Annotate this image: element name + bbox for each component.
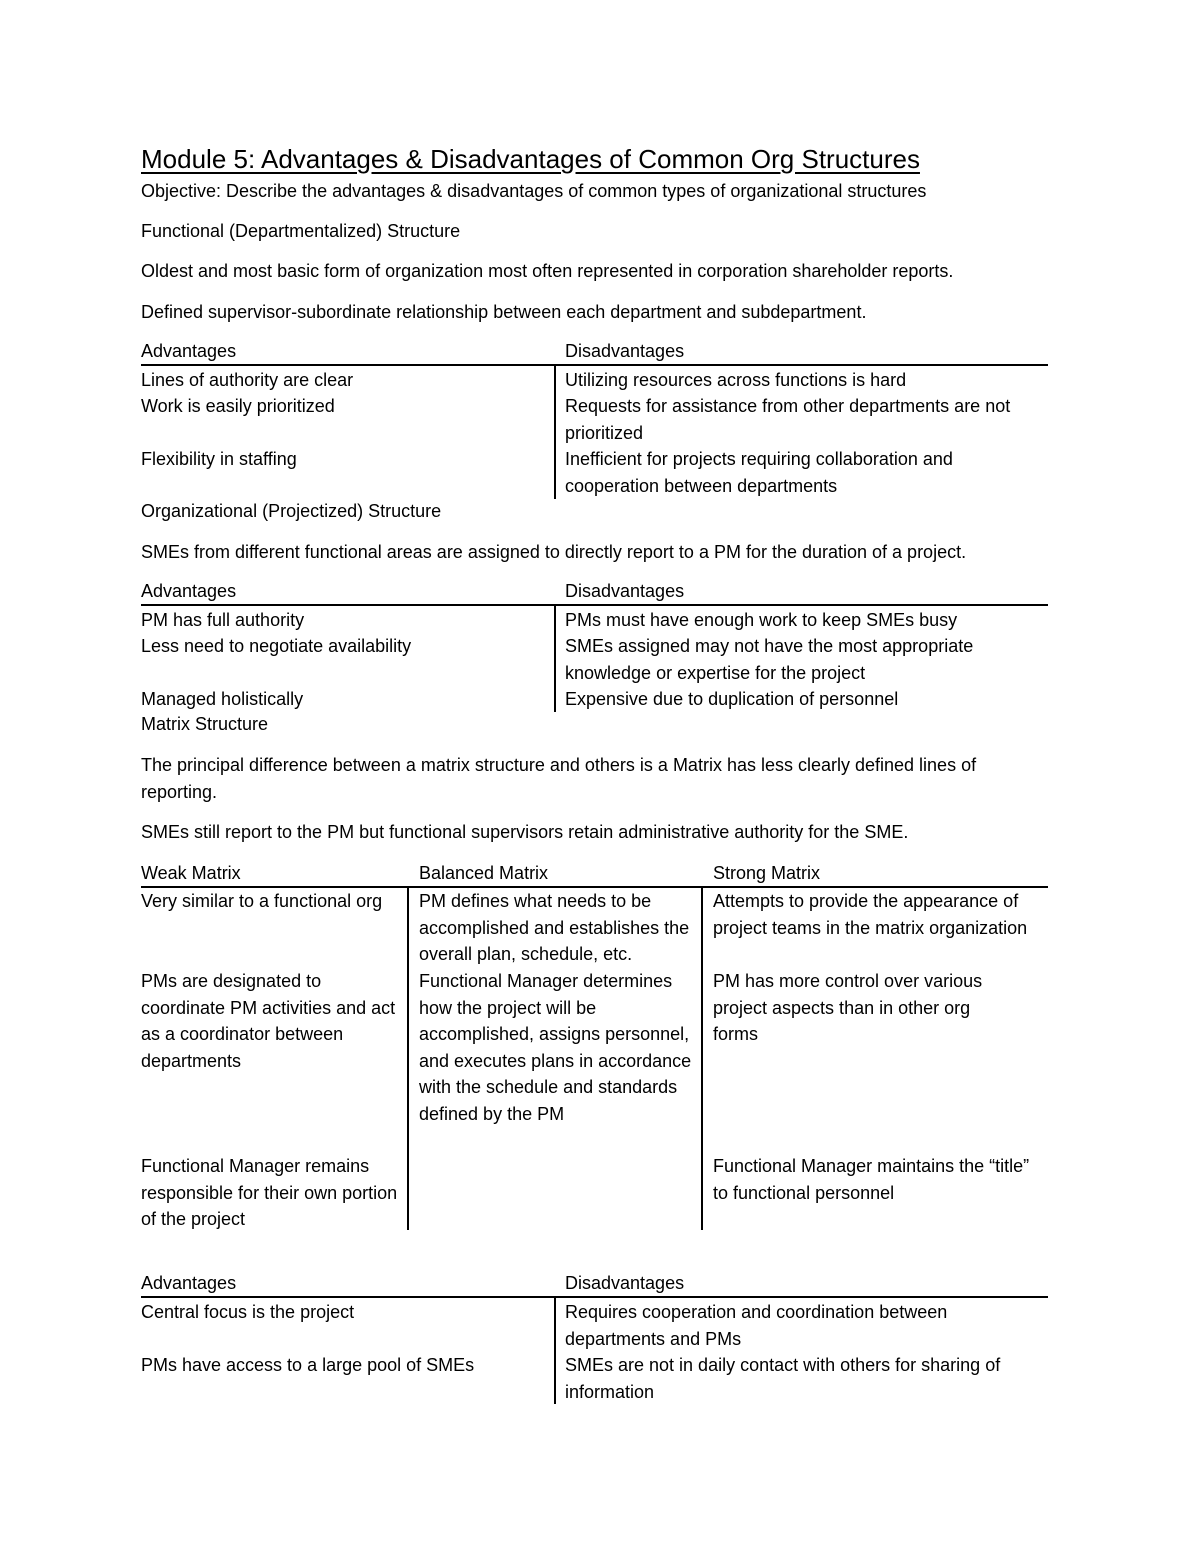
- list-item: Requests for assistance from other departments are not prioritized: [565, 396, 1011, 443]
- list-item: PM defines what needs to be accomplished and establishes the overall plan, schedule, etc.: [419, 891, 690, 964]
- disadvantages-column: [554, 1298, 1048, 1404]
- functional-table: [141, 339, 1048, 499]
- weak-matrix-column: [141, 888, 407, 1230]
- table-header: [141, 1271, 1048, 1298]
- list-item: Expensive due to duplication of personnel: [565, 689, 899, 709]
- list-item: Requires cooperation and coordination between departments and PMs: [565, 1302, 948, 1349]
- list-item: PM has full authority: [141, 610, 305, 630]
- objective-text: Objective: Describe the advantages & disadvantages of common types of organizational structures: [141, 181, 927, 201]
- advantages-header: Advantages: [141, 581, 237, 601]
- advantages-header: Advantages: [141, 1273, 237, 1293]
- list-item: PMs must have enough work to keep SMEs busy: [565, 610, 958, 630]
- list-item: Managed holistically: [141, 689, 304, 709]
- list-item: PMs have access to a large pool of SMEs: [141, 1355, 475, 1375]
- list-item: Very similar to a functional org: [141, 891, 383, 911]
- list-item: Functional Manager remains responsible for their own portion of the project: [141, 1156, 398, 1229]
- disadvantages-column: [554, 366, 1048, 499]
- functional-paragraph-2: Defined supervisor-subordinate relationship between each department and subdepartment.: [141, 302, 867, 322]
- matrix-table: [141, 1271, 1048, 1404]
- matrix-types-table: [141, 861, 1048, 1231]
- table-header: [141, 579, 1048, 606]
- list-item: Utilizing resources across functions is hard: [565, 370, 907, 390]
- balanced-matrix-header: Balanced Matrix: [419, 863, 549, 883]
- list-item: Flexibility in staffing: [141, 449, 297, 469]
- list-item: PM has more control over various project aspects than in other org forms: [713, 971, 983, 1044]
- list-item: Inefficient for projects requiring collaboration and cooperation between departments: [565, 449, 953, 496]
- page-title: Module 5: Advantages & Disadvantages of Common Org Structures: [141, 144, 920, 174]
- disadvantages-header: Disadvantages: [565, 1273, 685, 1293]
- disadvantages-column: [554, 606, 1048, 712]
- functional-heading: Functional (Departmentalized) Structure: [141, 221, 461, 241]
- balanced-matrix-column: [407, 888, 701, 1230]
- advantages-header: Advantages: [141, 341, 237, 361]
- table-header: [141, 339, 1048, 366]
- weak-matrix-header: Weak Matrix: [141, 863, 241, 883]
- list-item: SMEs are not in daily contact with others for sharing of information: [565, 1355, 1001, 1402]
- projectized-heading: Organizational (Projectized) Structure: [141, 501, 442, 521]
- disadvantages-header: Disadvantages: [565, 341, 685, 361]
- projectized-paragraph-1: SMEs from different functional areas are assigned to directly report to a PM for the duration of a project.: [141, 542, 967, 562]
- projectized-table: [141, 579, 1048, 712]
- matrix-paragraph-1: The principal difference between a matrix structure and others is a Matrix has less clearly defined lines of reporting.: [141, 755, 977, 802]
- table-header: [141, 861, 1048, 888]
- list-item: PMs are designated to coordinate PM activities and act as a coordinator between departments: [141, 971, 396, 1071]
- functional-paragraph-1: Oldest and most basic form of organization most often represented in corporation shareholder reports.: [141, 261, 954, 281]
- list-item: Functional Manager maintains the “title” to functional personnel: [713, 1156, 1030, 1203]
- matrix-heading: Matrix Structure: [141, 714, 269, 734]
- list-item: Central focus is the project: [141, 1302, 355, 1322]
- list-item: Attempts to provide the appearance of project teams in the matrix organization: [713, 891, 1028, 938]
- list-item: Work is easily prioritized: [141, 396, 335, 416]
- list-item: Lines of authority are clear: [141, 370, 354, 390]
- strong-matrix-column: [701, 888, 1048, 1230]
- matrix-paragraph-2: SMEs still report to the PM but functional supervisors retain administrative authority for the SME.: [141, 822, 909, 842]
- strong-matrix-header: Strong Matrix: [713, 863, 821, 883]
- disadvantages-header: Disadvantages: [565, 581, 685, 601]
- list-item: SMEs assigned may not have the most appropriate knowledge or expertise for the project: [565, 636, 974, 683]
- list-item: Less need to negotiate availability: [141, 636, 412, 656]
- list-item: Functional Manager determines how the project will be accomplished, assigns personnel, and executes plans in accordance with the schedule and standards defined by the PM: [419, 971, 692, 1124]
